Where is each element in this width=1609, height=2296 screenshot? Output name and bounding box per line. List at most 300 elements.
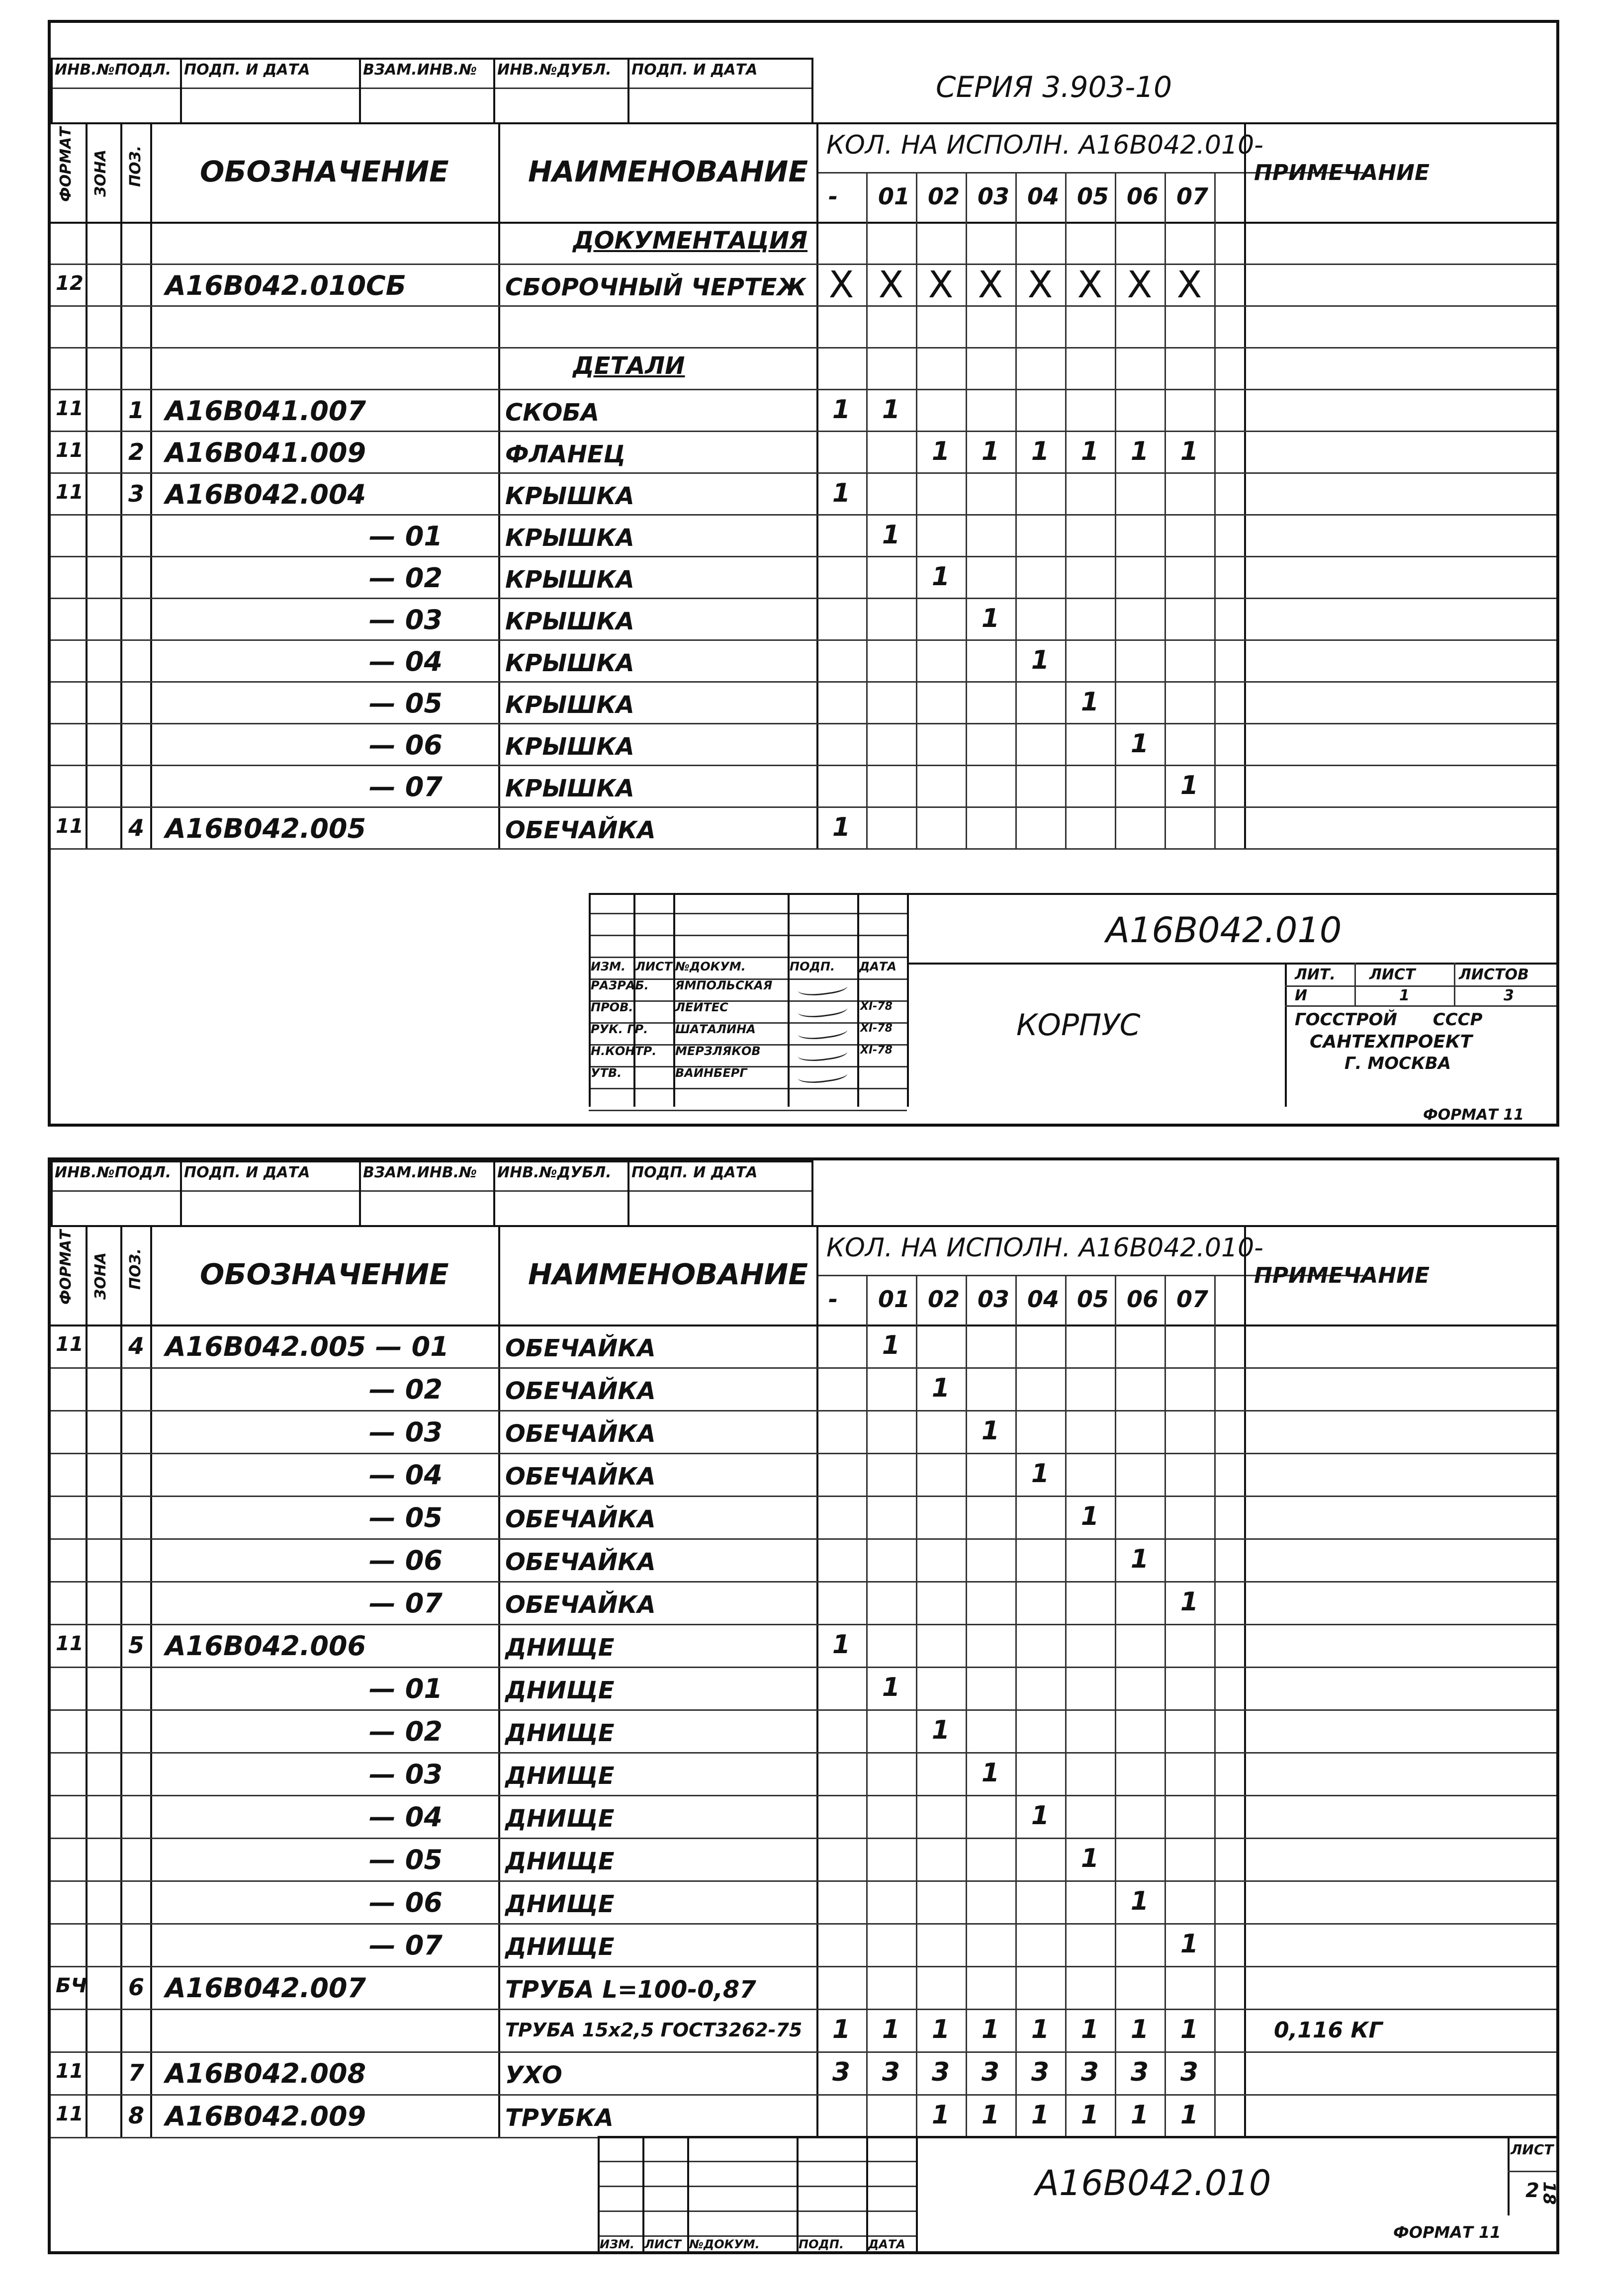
tb-col-head: №ДОКУМ. [689, 2237, 760, 2251]
rule-line [966, 1275, 967, 2137]
rule-line [51, 2094, 1556, 2096]
qty-mark: 1 [882, 395, 900, 425]
name-cell: ОБЕЧАЙКА [505, 1420, 656, 1448]
tb-org: ГОССТРОЙ СССР [1295, 1010, 1483, 1030]
rule-line [589, 1066, 907, 1067]
rule-line [51, 723, 1556, 724]
designation-cell: А16В041.007 [165, 395, 366, 427]
tb-sheet: 2 [1525, 2179, 1539, 2202]
rule-line [86, 122, 88, 848]
qty-mark: 1 [1180, 1587, 1199, 1617]
tb-col-head: ПОДП. [790, 960, 835, 973]
name-cell: ДНИЩЕ [505, 1677, 615, 1704]
tb-role: Н.КОНТР. [591, 1044, 657, 1058]
qty-mark: 1 [1130, 2015, 1149, 2044]
tb-col-head: ЛИСТ [644, 2237, 682, 2251]
rule-line [589, 957, 907, 958]
sheet-1 [48, 20, 1559, 1127]
variant-header: 07 [1176, 1286, 1209, 1313]
rule-line [51, 1538, 1556, 1540]
rule-line [589, 1110, 907, 1111]
qty-mark: 3 [882, 2057, 900, 2087]
rule-line [51, 1453, 1556, 1454]
designation-cell: — 07 [369, 1930, 443, 1961]
x-mark: X [928, 264, 954, 306]
tb-date: XI-78 [860, 1000, 893, 1013]
note-header: ПРИМЕЧАНИЕ [1254, 1263, 1430, 1288]
tb-org: САНТЕХПРОЕКТ [1310, 1032, 1473, 1052]
rule-line [816, 1225, 818, 2137]
signature [797, 1043, 848, 1064]
designation-cell: — 02 [369, 562, 443, 594]
designation-cell: — 05 [369, 1502, 443, 1533]
stamp-heading: ПОДП. И ДАТА [631, 1164, 758, 1181]
rule-line [120, 122, 122, 848]
rule-line [51, 598, 1556, 599]
format-cell: 11 [56, 481, 84, 504]
rule-line [51, 472, 1556, 474]
pos-cell: 7 [128, 2059, 145, 2086]
rule-line [1244, 122, 1246, 848]
x-mark: X [978, 264, 1003, 306]
qty-mark: 1 [1031, 2100, 1050, 2130]
designation-cell: А16В042.007 [165, 1972, 366, 2004]
name-cell: ОБЕЧАЙКА [505, 816, 656, 844]
tb-col-head: ДАТА [868, 2237, 905, 2251]
tb-role: РУК. ГР. [591, 1022, 648, 1036]
variant-header: 03 [978, 1286, 1010, 1313]
variant-header: 06 [1127, 183, 1159, 210]
qty-mark: 1 [1080, 1501, 1099, 1531]
rule-line [51, 431, 1556, 432]
x-mark: X [1077, 264, 1103, 306]
designation-cell: А16В042.009 [165, 2101, 366, 2132]
tb-title: КОРПУС [1016, 1008, 1141, 1043]
spec-table [51, 1160, 1559, 2254]
x-mark: X [1127, 264, 1153, 306]
variant-header: 01 [878, 1286, 910, 1313]
tb-lit: И [1295, 987, 1308, 1004]
name-cell: КРЫШКА [505, 482, 634, 510]
variant-header: 06 [1127, 1286, 1159, 1313]
qty-mark: 3 [981, 2057, 1000, 2087]
qty-mark: 1 [931, 437, 950, 466]
rule-line [51, 1667, 1556, 1668]
rule-line [589, 913, 907, 914]
rule-line [51, 639, 1556, 641]
zone-header: ЗОНА [92, 149, 109, 197]
pos-cell: 3 [128, 480, 145, 507]
rule-line [498, 122, 500, 848]
rule-line [51, 556, 1556, 557]
designation-cell: — 05 [369, 688, 443, 719]
format-cell: 12 [56, 272, 84, 295]
qty-mark: 3 [931, 2057, 950, 2087]
variant-header: 03 [978, 183, 1010, 210]
rule-line [598, 2235, 916, 2237]
tb-sheet: 1 [1399, 987, 1410, 1004]
tb-person: МЕРЗЛЯКОВ [675, 1044, 761, 1058]
rule-line [1354, 963, 1356, 1005]
qty-mark: 1 [1180, 1929, 1199, 1959]
rule-line [857, 893, 859, 1107]
rule-line [51, 1225, 1556, 1227]
qty-mark: 1 [981, 1416, 1000, 1446]
rule-line [916, 1275, 917, 2137]
name-cell: ОБЕЧАЙКА [505, 1463, 656, 1491]
qty-mark: 1 [931, 1373, 950, 1403]
tb-lit-head: ЛИТ. [1295, 966, 1336, 983]
rule-line [907, 963, 1556, 965]
rule-line [51, 1923, 1556, 1925]
qty-mark: 1 [1031, 437, 1050, 466]
name-cell: ДНИЩЕ [505, 1719, 615, 1747]
designation-cell: А16В042.005 [165, 813, 366, 844]
rule-line [916, 2136, 918, 2254]
rule-line [589, 1000, 907, 1002]
rule-line [51, 122, 1556, 124]
name-cell: ТРУБА L=100-0,87 [505, 1976, 756, 2004]
rule-line [633, 893, 635, 1107]
designation-cell: — 04 [369, 1801, 443, 1833]
x-mark: X [1176, 264, 1202, 306]
qty-mark: 1 [882, 1330, 900, 1360]
designation-cell: А16В042.008 [165, 2058, 366, 2089]
tb-sheets: 3 [1504, 987, 1514, 1004]
name-cell: ОБЕЧАЙКА [505, 1548, 656, 1576]
rule-line [598, 2136, 600, 2254]
qty-mark: 1 [1130, 2100, 1149, 2130]
rule-line [51, 1367, 1556, 1369]
rule-line [51, 305, 1556, 307]
qty-mark: 1 [1031, 1801, 1050, 1831]
note-header: ПРИМЕЧАНИЕ [1254, 160, 1430, 185]
qty-mark: 1 [1031, 645, 1050, 675]
qty-mark: 1 [832, 395, 851, 425]
qty-mark: 1 [882, 2015, 900, 2044]
rule-line [51, 1752, 1556, 1754]
designation-header: ОБОЗНАЧЕНИЕ [200, 1257, 449, 1291]
pos-cell: 4 [128, 1332, 145, 1359]
rule-line [642, 2136, 644, 2254]
qty-mark: 1 [882, 1673, 900, 1702]
rule-line [51, 514, 1556, 516]
qty-mark: 1 [981, 604, 1000, 633]
designation-header: ОБОЗНАЧЕНИЕ [200, 155, 449, 188]
designation-cell: — 03 [369, 1416, 443, 1448]
qty-mark: 1 [832, 1630, 851, 1660]
name-header: НАИМЕНОВАНИЕ [528, 155, 808, 188]
qty-mark: 1 [931, 2100, 950, 2130]
rule-line [866, 1275, 868, 2137]
rule-line [51, 1325, 1556, 1326]
qty-mark: 3 [1130, 2057, 1149, 2087]
designation-cell: — 06 [369, 729, 443, 761]
stamp-heading: ПОДП. И ДАТА [631, 61, 758, 79]
rule-line [598, 2210, 916, 2212]
designation-cell: — 02 [369, 1374, 443, 1405]
rule-line [51, 1838, 1556, 1839]
qty-mark: 1 [1180, 771, 1199, 800]
name-header: НАИМЕНОВАНИЕ [528, 1257, 808, 1291]
series-label: СЕРИЯ 3.903-10 [936, 70, 1172, 104]
name-cell: ОБЕЧАЙКА [505, 1505, 656, 1533]
qty-mark: 1 [1080, 1844, 1099, 1873]
qty-mark: 1 [1130, 437, 1149, 466]
rule-line [51, 1795, 1556, 1796]
name-cell: ДНИЩЕ [505, 1805, 615, 1833]
variant-header: 04 [1027, 183, 1060, 210]
rule-line [51, 347, 1556, 349]
name-cell: ОБЕЧАЙКА [505, 1377, 656, 1405]
designation-cell: А16В042.006 [165, 1630, 366, 1662]
designation-cell: — 06 [369, 1545, 443, 1576]
tb-org: Г. МОСКВА [1344, 1054, 1451, 1073]
name-cell: ТРУБА 15х2,5 ГОСТ3262-75 [505, 2019, 803, 2041]
format-cell: 11 [56, 2060, 84, 2083]
rule-line [1015, 1275, 1017, 2137]
designation-cell: — 03 [369, 604, 443, 635]
signature [797, 1064, 848, 1086]
tb-col-head: №ДОКУМ. [675, 960, 746, 973]
stamp-heading: ВЗАМ.ИНВ.№ [363, 1164, 477, 1181]
format-cell: 11 [56, 1333, 84, 1356]
rule-line [1508, 2171, 1556, 2172]
qty-mark: 3 [832, 2057, 851, 2087]
name-cell: ДНИЩЕ [505, 1848, 615, 1875]
tb-col-head: ДАТА [859, 960, 896, 973]
designation-cell: А16В042.004 [165, 479, 366, 510]
name-cell: КРЫШКА [505, 775, 634, 802]
tb-col-head: ИЗМ. [591, 960, 626, 973]
stamp-heading: ИНВ.№ДУБЛ. [497, 1164, 612, 1181]
qty-mark: 1 [1080, 687, 1099, 717]
qty-mark: 1 [981, 2100, 1000, 2130]
name-cell: УХО [505, 2061, 562, 2089]
designation-cell: А16В042.005 — 01 [165, 1331, 449, 1362]
rule-line [598, 2136, 1556, 2138]
name-cell: КРЫШКА [505, 608, 634, 635]
tb-sheet-head: ЛИСТ [1369, 966, 1416, 983]
rule-line [51, 1880, 1556, 1882]
name-cell: ТРУБКА [505, 2104, 614, 2132]
qty-header: КОЛ. НА ИСПОЛН. А16В042.010- [826, 1233, 1263, 1263]
format-cell: 11 [56, 815, 84, 838]
qty-mark: 1 [1080, 2015, 1099, 2044]
rule-line [51, 806, 1556, 808]
rule-line [788, 893, 790, 1107]
format-label: ФОРМАТ 11 [1393, 2223, 1501, 2242]
rule-line [51, 1496, 1556, 1497]
rule-line [51, 2009, 1556, 2010]
stamp-heading: ИНВ.№ПОДЛ. [55, 61, 172, 79]
qty-mark: 1 [832, 2015, 851, 2044]
rule-line [51, 681, 1556, 683]
format-header: ФОРМАТ [57, 1230, 75, 1305]
qty-mark: 1 [931, 1715, 950, 1745]
signature [797, 977, 848, 998]
rule-line [150, 122, 152, 848]
rule-line [51, 1966, 1556, 1967]
qty-mark: 1 [1130, 1544, 1149, 1574]
tb-role: ПРОВ. [591, 1000, 633, 1014]
qty-mark: 1 [1130, 1886, 1149, 1916]
variant-header: 07 [1176, 183, 1209, 210]
pos-header: ПОЗ. [127, 1248, 144, 1290]
tb-col-head: ПОДП. [799, 2237, 844, 2251]
designation-cell: — 03 [369, 1759, 443, 1790]
format-label: ФОРМАТ 11 [1423, 1106, 1524, 1124]
rule-line [1164, 1275, 1166, 2137]
tb-role: РАЗРАБ. [591, 978, 649, 992]
qty-mark: 1 [981, 2015, 1000, 2044]
qty-mark: 1 [931, 562, 950, 592]
x-mark: X [878, 264, 904, 306]
rule-line [51, 1581, 1556, 1583]
format-cell: 11 [56, 2103, 84, 2125]
name-cell: КРЫШКА [505, 649, 634, 677]
name-cell: КРЫШКА [505, 733, 634, 761]
rule-line [598, 2161, 916, 2162]
tb-person: ЯМПОЛЬСКАЯ [675, 978, 773, 992]
variant-header: - [828, 183, 838, 210]
section-heading: ДЕТАЛИ [573, 352, 685, 380]
sheet-2 [48, 1157, 1559, 2254]
name-cell: КРЫШКА [505, 691, 634, 719]
rule-line [907, 893, 909, 1107]
designation-cell: — 06 [369, 1887, 443, 1918]
qty-mark: 1 [832, 478, 851, 508]
qty-mark: 1 [1080, 437, 1099, 466]
qty-mark: 1 [832, 812, 851, 842]
name-cell: КРЫШКА [505, 566, 634, 594]
qty-mark: 3 [1080, 2057, 1099, 2087]
qty-mark: 1 [1180, 2015, 1199, 2044]
tb-role: УТВ. [591, 1066, 622, 1080]
designation-cell: — 07 [369, 1588, 443, 1619]
tb-sheet-head: ЛИСТ [1511, 2141, 1554, 2158]
variant-header: 02 [928, 1286, 960, 1313]
designation-cell: — 05 [369, 1844, 443, 1875]
x-mark: X [828, 264, 854, 306]
stamp-heading: ИНВ.№ДУБЛ. [497, 61, 612, 79]
format-cell: БЧ [56, 1974, 87, 1997]
name-cell: СБОРОЧНЫЙ ЧЕРТЕЖ [505, 273, 806, 301]
tb-col-head: ЛИСТ [635, 960, 673, 973]
name-cell: ОБЕЧАЙКА [505, 1334, 656, 1362]
format-cell: 11 [56, 439, 84, 462]
rule-line [589, 893, 1556, 895]
stamp-heading: ВЗАМ.ИНВ.№ [363, 61, 477, 79]
rule-line [51, 1709, 1556, 1711]
zone-header: ЗОНА [92, 1252, 109, 1300]
tb-date: XI-78 [860, 1022, 893, 1035]
pos-cell: 1 [128, 397, 145, 424]
tb-person: ВАЙНБЕРГ [675, 1066, 747, 1080]
rule-line [1285, 963, 1287, 1107]
rule-line [1454, 963, 1455, 1005]
qty-mark: 1 [1031, 2015, 1050, 2044]
qty-mark: 1 [931, 2015, 950, 2044]
qty-mark: 1 [882, 520, 900, 550]
rule-line [797, 2136, 799, 2254]
signature [797, 1021, 848, 1042]
tb-date: XI-78 [860, 1044, 893, 1057]
pos-cell: 2 [128, 439, 145, 465]
tb-designation: А16В042.010 [1035, 2163, 1271, 2204]
name-cell: КРЫШКА [505, 524, 634, 552]
rule-line [51, 389, 1556, 390]
qty-mark: 1 [1080, 2100, 1099, 2130]
name-cell: ФЛАНЕЦ [505, 441, 626, 468]
designation-cell: — 04 [369, 646, 443, 677]
name-cell: ОБЕЧАЙКА [505, 1591, 656, 1619]
qty-mark: 3 [1180, 2057, 1199, 2087]
name-cell: ДНИЩЕ [505, 1890, 615, 1918]
designation-cell: — 04 [369, 1459, 443, 1491]
rule-line [1244, 1225, 1246, 2137]
stamp-heading: ПОДП. И ДАТА [184, 1164, 310, 1181]
stamp-heading: ИНВ.№ПОДЛ. [55, 1164, 172, 1181]
qty-mark: 1 [1180, 437, 1199, 466]
rule-line [51, 765, 1556, 766]
designation-cell: А16В042.010СБ [165, 270, 406, 301]
qty-mark: 3 [1031, 2057, 1050, 2087]
tb-sheets-head: ЛИСТОВ [1459, 966, 1529, 983]
qty-mark: 1 [1180, 2100, 1199, 2130]
section-heading: ДОКУМЕНТАЦИЯ [573, 227, 808, 255]
margin-number: 18 [1539, 2181, 1559, 2205]
rule-line [1508, 2136, 1510, 2215]
tb-designation: А16В042.010 [1106, 910, 1342, 951]
variant-header: 01 [878, 183, 910, 210]
rule-line [120, 1225, 122, 2137]
tb-person: ЛЕЙТЕС [675, 1000, 728, 1014]
format-cell: 11 [56, 397, 84, 420]
rule-line [1214, 1275, 1216, 2137]
designation-cell: — 02 [369, 1716, 443, 1747]
qty-mark: 1 [981, 1758, 1000, 1788]
variant-header: - [828, 1286, 838, 1313]
pos-cell: 5 [128, 1632, 145, 1659]
rule-line [51, 1410, 1556, 1412]
rule-line [51, 264, 1556, 265]
variant-header: 05 [1077, 1286, 1109, 1313]
rule-line [51, 848, 1556, 850]
signature [797, 999, 848, 1020]
rule-line [1285, 985, 1556, 987]
rule-line [51, 2051, 1556, 2053]
designation-cell: — 01 [369, 521, 443, 552]
rule-line [1065, 1275, 1067, 2137]
rule-line [1285, 1005, 1556, 1007]
rule-line [1214, 172, 1216, 848]
designation-cell: — 07 [369, 771, 443, 802]
rule-line [498, 1225, 500, 2137]
tb-person: ШАТАЛИНА [675, 1022, 756, 1036]
rule-line [598, 2186, 916, 2187]
rule-line [1115, 1275, 1116, 2137]
pos-cell: 8 [128, 2102, 145, 2129]
pos-header: ПОЗ. [127, 145, 144, 187]
format-header: ФОРМАТ [57, 127, 75, 202]
rule-line [589, 1088, 907, 1089]
rule-line [51, 222, 1556, 224]
qty-mark: 1 [981, 437, 1000, 466]
rule-line [51, 1624, 1556, 1625]
rule-line [589, 935, 907, 936]
qty-header: КОЛ. НА ИСПОЛН. А16В042.010- [826, 130, 1263, 160]
